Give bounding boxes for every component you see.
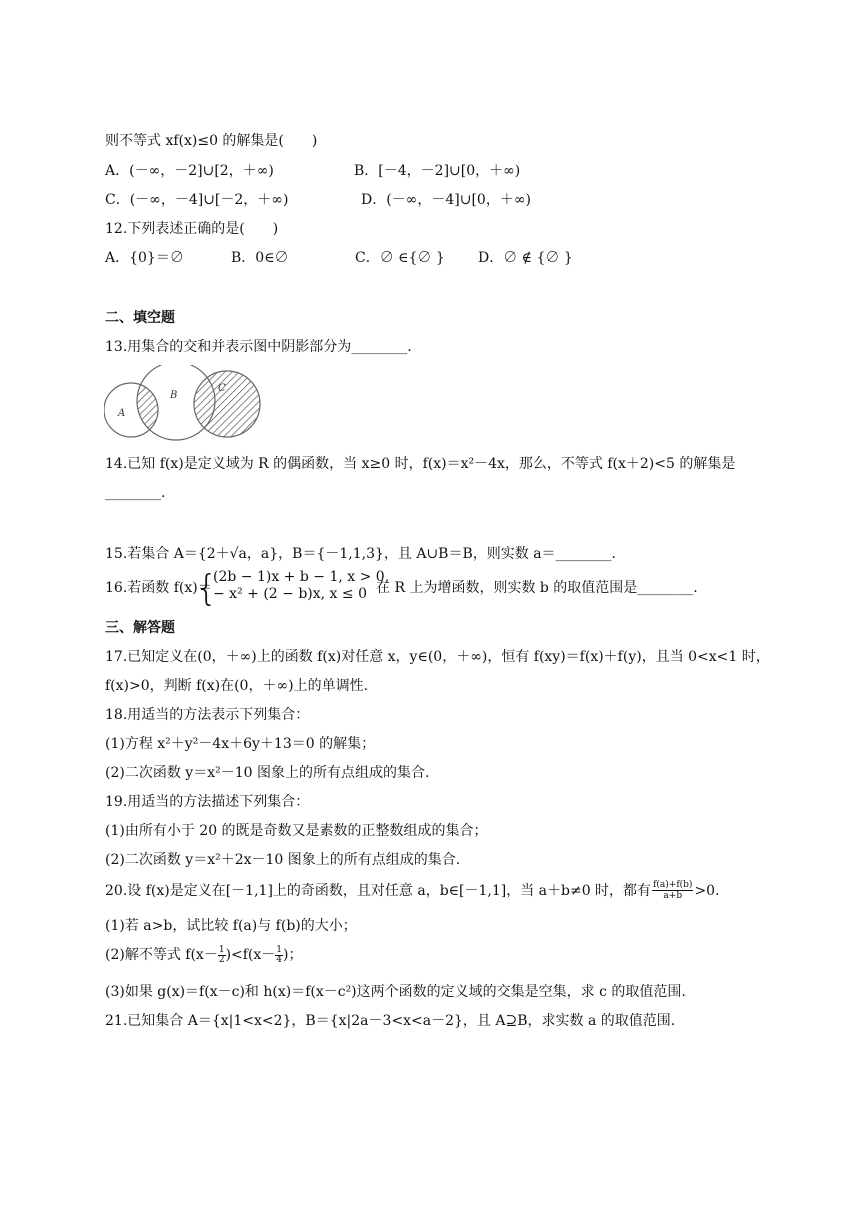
q16-piece-1: (2b − 1)x + b − 1, x > 0, — [213, 569, 390, 585]
venn-label-a: A — [118, 408, 126, 419]
q19-stem: 19.用适当的方法描述下列集合： — [105, 794, 310, 810]
q20-half-numerator: 1 — [218, 944, 225, 955]
q11-option-a: A．(－∞，－2]∪[2，＋∞) — [105, 163, 274, 179]
q20-part-2-b: )<f(x－ — [225, 947, 276, 963]
q14-line-2: ________. — [105, 485, 166, 501]
q19-part-2: (2)二次函数 y＝x²＋2x－10 图象上的所有点组成的集合. — [105, 852, 461, 868]
venn-diagram — [104, 365, 266, 442]
q18-stem: 18.用适当的方法表示下列集合： — [105, 707, 310, 723]
q16-suffix: 在 R 上为增函数，则实数 b 的取值范围是________. — [376, 580, 698, 596]
venn-label-c: C — [218, 383, 226, 394]
q12-option-d: D．∅ ∉ {∅ } — [478, 250, 573, 266]
section-heading-fill-in: 二、填空题 — [105, 310, 175, 326]
venn-label-b: B — [170, 390, 178, 401]
q20-quarter-denominator: 4 — [276, 954, 283, 965]
q11-stem: 则不等式 xf(x)≤0 的解集是( ) — [105, 133, 318, 149]
q13-stem: 13.用集合的交和并表示图中阴影部分为________. — [105, 339, 412, 355]
q20-fraction-quarter — [275, 946, 283, 965]
q15-stem: 15.若集合 A＝{2＋√a，a}，B＝{－1,1,3}，且 A∪B＝B，则实数 a＝________. — [105, 546, 616, 562]
q18-part-1: (1)方程 x²＋y²－4x＋6y＋13＝0 的解集； — [105, 736, 376, 752]
q20-fraction — [652, 880, 693, 901]
q18-part-2: (2)二次函数 y＝x²－10 图象上的所有点组成的集合. — [105, 765, 430, 781]
q17-line-2: f(x)>0，判断 f(x)在(0，＋∞)上的单调性. — [105, 678, 369, 694]
brace-icon: { — [195, 568, 218, 609]
q11-option-d: D．(－∞，－4]∪[0，＋∞) — [361, 192, 531, 208]
q12-option-b: B．0∈∅ — [231, 250, 289, 266]
q20-quarter-numerator: 1 — [276, 944, 283, 955]
q19-part-1: (1)由所有小于 20 的既是奇数又是素数的正整数组成的集合； — [105, 823, 488, 839]
q11-option-b: B．[－4，－2]∪[0，＋∞) — [354, 163, 521, 179]
q20-part-2-c: )； — [283, 947, 303, 963]
q14-line-1: 14.已知 f(x)是定义域为 R 的偶函数，当 x≥0 时，f(x)＝x²－4x，那么，不等式 f(x＋2)<5 的解集是 — [105, 456, 736, 472]
q20-half-denominator: 2 — [218, 954, 225, 965]
q11-option-c: C．(－∞，－4]∪[－2，＋∞) — [105, 192, 289, 208]
q20-stem-line — [105, 880, 720, 901]
q16-piece-2: − x² + (2 − b)x, x ≤ 0 — [213, 586, 367, 602]
section-heading-answer: 三、解答题 — [105, 620, 175, 636]
q20-fraction-half — [218, 946, 226, 965]
q20-stem-end: >0. — [694, 882, 720, 899]
q20-fraction-denominator: a+b — [663, 891, 683, 901]
q16-prefix: 16.若函数 f(x)＝ — [105, 580, 212, 596]
q12-option-a: A．{0}＝∅ — [105, 250, 184, 266]
q20-part-2-a: (2)解不等式 f(x－ — [105, 947, 218, 963]
q17-line-1: 17.已知定义在(0，＋∞)上的函数 f(x)对任意 x，y∈(0，＋∞)，恒有 f(xy)＝f(x)＋f(y)，且当 0<x<1 时， — [105, 649, 770, 665]
q21-stem: 21.已知集合 A＝{x|1<x<2}，B＝{x|2a－3<x<a－2}，且 A⊇B，求实数 a 的取值范围. — [105, 1013, 676, 1029]
q20-fraction-numerator: f(a)+f(b) — [653, 880, 693, 890]
q20-part-1: (1)若 a>b，试比较 f(a)与 f(b)的大小； — [105, 918, 357, 934]
q12-stem: 12.下列表述正确的是( ) — [105, 221, 279, 237]
q20-part-2-line — [105, 945, 303, 965]
q20-part-3: (3)如果 g(x)＝f(x－c)和 h(x)＝f(x－c²)这两个函数的定义域的交集是空集，求 c 的取值范围. — [105, 984, 686, 1000]
q12-option-c: C．∅ ∈{∅ } — [355, 250, 445, 266]
q20-stem: 20.设 f(x)是定义在[－1,1]上的奇函数，且对任意 a，b∈[－1,1]，当 a＋b≠0 时，都有 — [105, 882, 652, 899]
